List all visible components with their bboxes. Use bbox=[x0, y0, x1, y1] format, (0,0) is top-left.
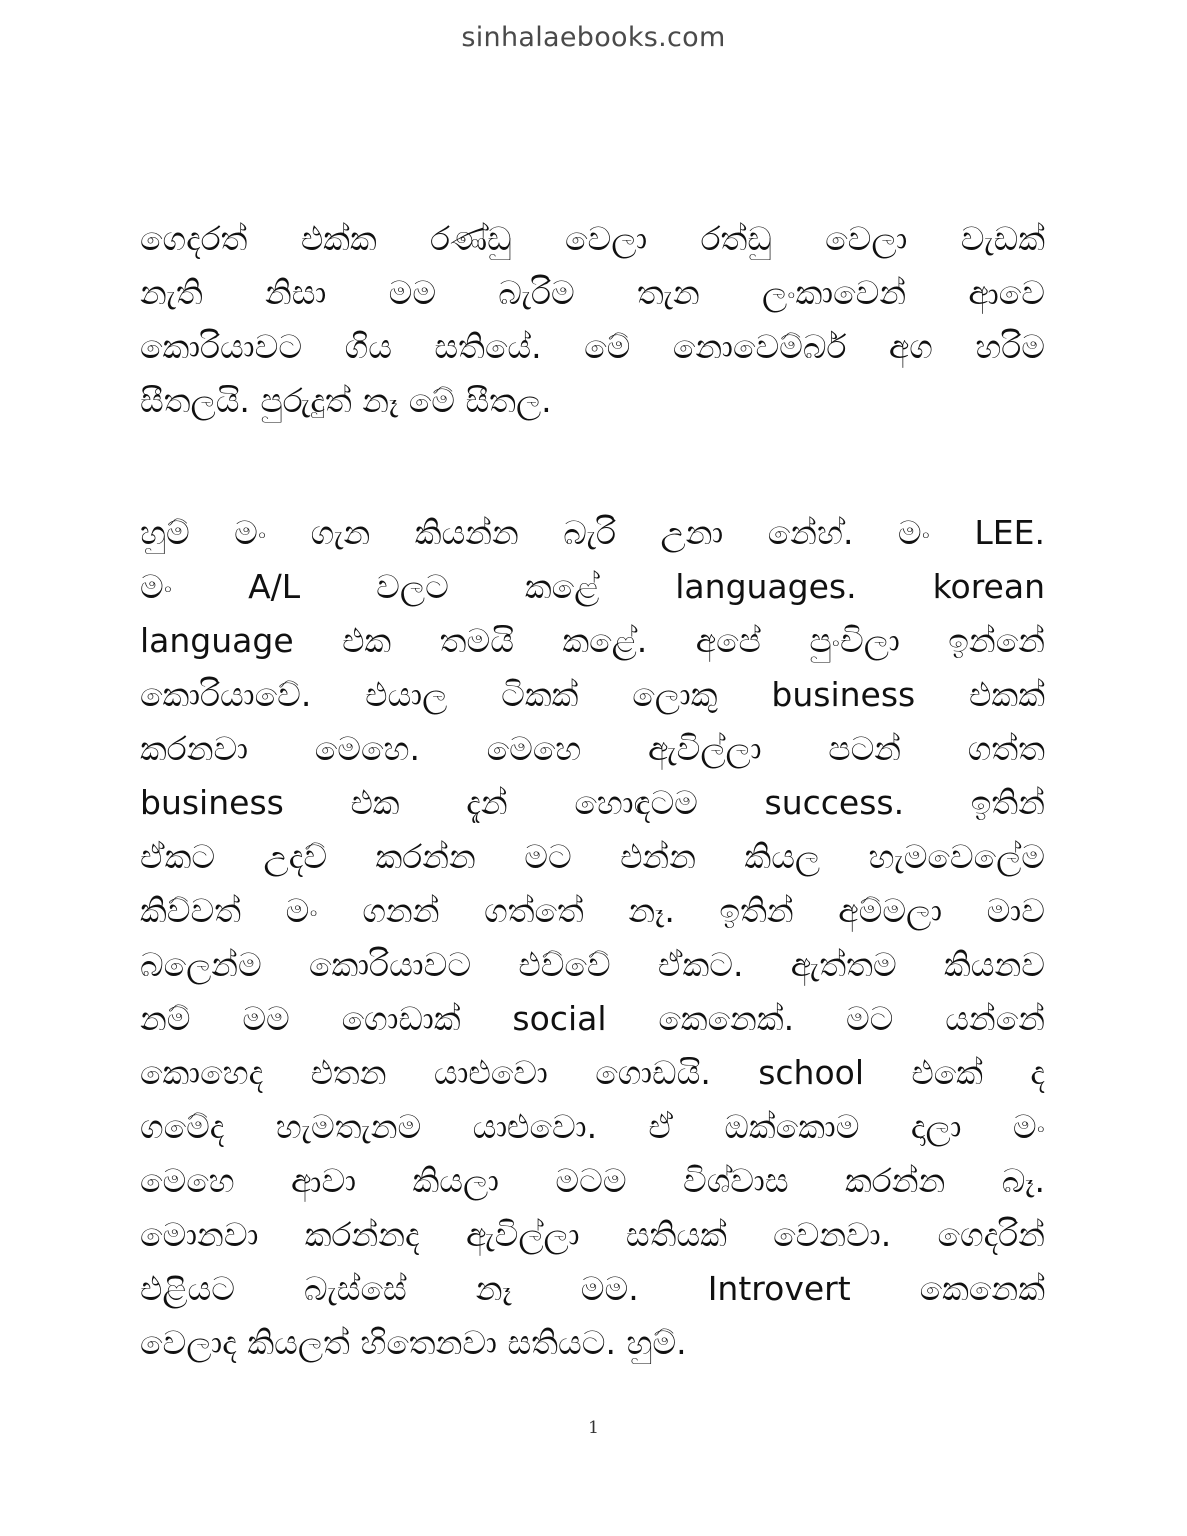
text-line: business එක දැන් හොඳටම success. ඉතින් bbox=[140, 783, 1045, 822]
text-line: කොරියාවේ. එයාල ටිකක් ලොකු business එකක් bbox=[140, 675, 1045, 714]
text-line: ගෙදරත් එක්ක රණ්ඩු වෙලා රත්ඩු වෙලා වැඩක් bbox=[140, 219, 1045, 258]
text-line: කොහෙද එතන යාළුවො ගොඩයි. school එකේ ද bbox=[140, 1053, 1045, 1092]
text-line: ගමේද හැමතැනම යාළුවො. ඒ ඔක්කොම දාලා මං bbox=[140, 1107, 1045, 1146]
text-line: මං A/L වලට කළේ languages. korean bbox=[140, 567, 1045, 606]
text-line: නම් මම ගොඩාක් social කෙනෙක්. මට යන්නේ bbox=[140, 999, 1045, 1038]
text-line: ඒකට උදව් කරන්න මට එන්න කියල හැමවෙලේම bbox=[140, 837, 1045, 876]
text-line: වෙලාද කියලත් හිතෙනවා සතියට. හුම්. bbox=[140, 1323, 687, 1362]
text-line: සීතලයි. පුරුදුත් නෑ මේ සීතල. bbox=[140, 381, 552, 420]
text-line: කරනවා මෙහෙ. මෙහෙ ඇවිල්ලා පටන් ගත්ත bbox=[140, 729, 1045, 768]
paragraph-2 bbox=[140, 506, 1045, 1370]
text-line: හුම් මං ගැන කියන්න බැරි උනා නේහ්. මං LEE. bbox=[140, 513, 1045, 552]
paragraph-1 bbox=[140, 212, 1045, 428]
page-number: 1 bbox=[588, 1418, 599, 1438]
site-header: sinhalaebooks.com bbox=[461, 22, 726, 53]
text-line: කොරියාවට ගිය සතියේ. මේ නොවෙම්බර් අග හරිම bbox=[140, 327, 1045, 366]
text-line: මෙහෙ ආවා කියලා මටම විශ්වාස කරන්න බෑ. bbox=[140, 1161, 1045, 1200]
text-line: මොනවා කරන්නද ඇවිල්ලා සතියක් වෙනවා. ගෙදරින් bbox=[140, 1215, 1045, 1254]
text-line: එළියට බැස්සේ නෑ මම. Introvert කෙනෙක් bbox=[140, 1269, 1045, 1308]
text-line: නැති නිසා මම බැරිම තැන ලංකාවෙන් ආවෙ bbox=[140, 273, 1045, 312]
text-line: කිව්වත් මං ගනන් ගත්තේ නෑ. ඉතින් අම්මලා මාව bbox=[140, 891, 1045, 930]
text-line: බලෙන්ම කොරියාවට එව්වේ ඒකට. ඇත්තම කියනව bbox=[140, 945, 1045, 984]
text-line: language එක තමයි කළේ. අපේ පුංචිලා ඉන්නේ bbox=[140, 621, 1045, 660]
